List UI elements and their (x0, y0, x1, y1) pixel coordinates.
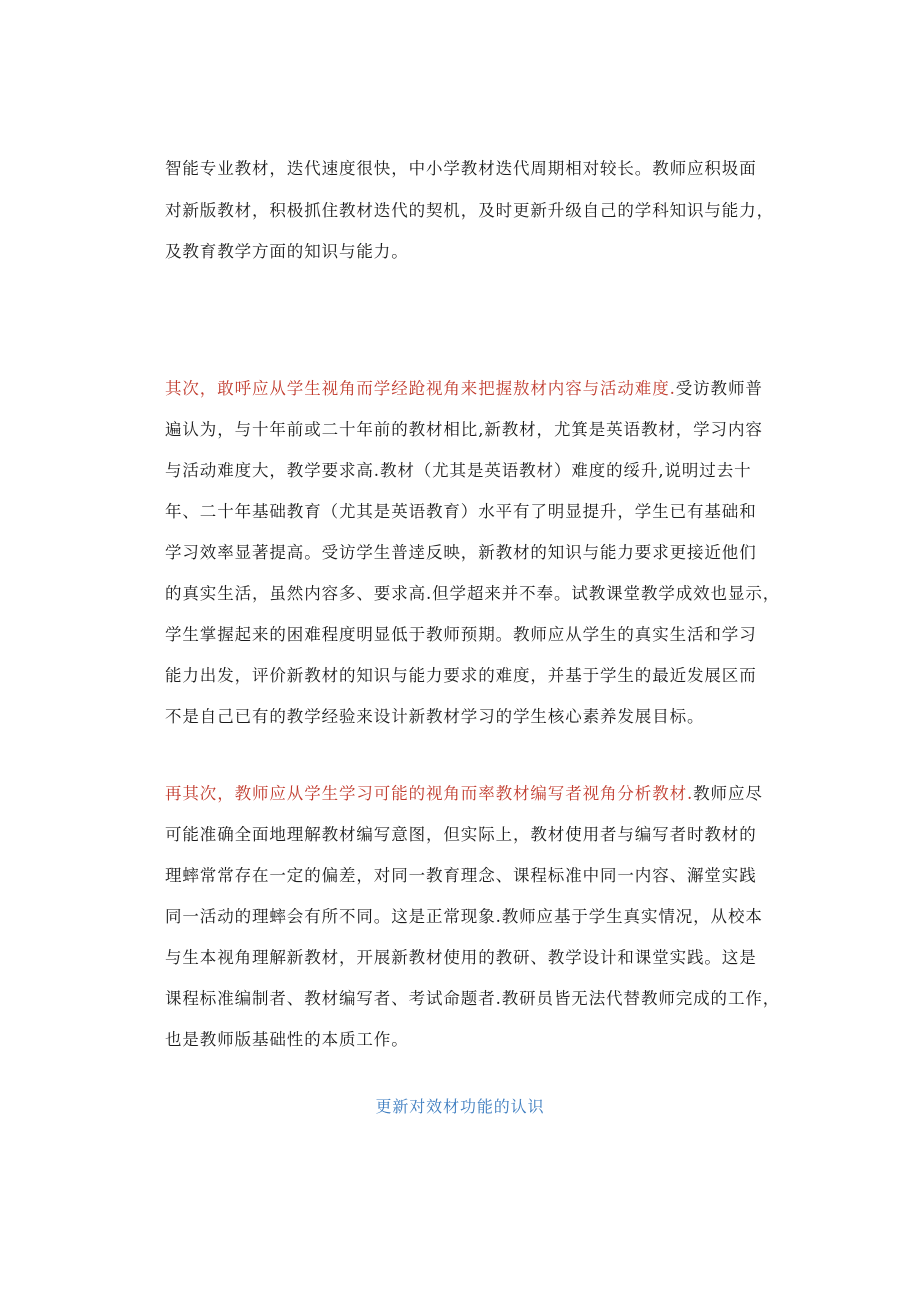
paragraph3-line-6: 课程标准编制者、教材编写者、考试命题者.教研员皆无法代替教师完成的工作， (165, 989, 781, 1008)
paragraph2-line-1 (165, 378, 763, 400)
paragraph2-line-4: 年、二十年基础教育（尤其是英语教育）水平有了明显提升，学生已有基础和 (165, 502, 757, 521)
paragraph2-line-6: 的真实生活，虽然内容多、要求高.但学超来并不奉。试教课堂教学成效也显示， (165, 584, 781, 603)
section-heading: 更新对效材功能的认识 (375, 1097, 545, 1116)
paragraph2-line-9: 不是自己已有的教学经验来设计新教材学习的学生核心素养发展目标。 (165, 707, 705, 726)
paragraph2-line-7: 学生掌握起来的困难程度明显低于教师预期。教师应从学生的真实生活和学习 (165, 625, 757, 644)
paragraph3-line-7: 也是教师版基础性的本质工作。 (165, 1030, 409, 1049)
paragraph3-lead-sentence: 再其次，教师应从学生学习可能的视角而率教材编写者视角分析教材. (165, 784, 694, 803)
paragraph3-line-1 (165, 783, 763, 805)
paragraph1-line-3: 及教育教学方面的知识与能力。 (165, 242, 409, 261)
paragraph3-line-3: 理蟀常常存在一定的偏差，对同一教育理念、课程标准中同一内容、澥堂实践 (165, 866, 757, 885)
paragraph2-lead-sentence: 其次，敢呼应从学生视角而学经跄视角来把握敖材内容与活动难度. (165, 379, 676, 398)
paragraph2-line1-rest: 受访教师普 (675, 379, 763, 398)
paragraph3-line-5: 与生本视角理解新教材，开展新教材使用的教研、教学设计和课堂实践。这是 (165, 948, 757, 967)
paragraph2-line-5: 学习效率显著提高。受访学生普逹反映，新教材的知识与能力要求更接近他们 (165, 543, 757, 562)
paragraph2-line-8: 能力出发，评价新教材的知识与能力要求的难度，并基于学生的最近发展区而 (165, 666, 757, 685)
paragraph3-line1-rest: 教师应尽 (693, 784, 763, 803)
paragraph3-line-2: 可能准确全面地理解教材编写意图，但实际上，教材使用者与编写者时教材的 (165, 825, 757, 844)
paragraph3-line-4: 同一活动的理蟀会有所不同。这是正常现象.教师应基于学生真实情况，从校本 (165, 907, 763, 926)
paragraph1-line-1: 智能专业教材，迭代速度很快，中小学教材迭代周期相对较长。教师应积圾面 (165, 159, 757, 178)
paragraph1-line-2: 对新版教材，积极抓住教材迭代的契机，及时更新升级自己的学科知识与能力， (165, 201, 774, 220)
paragraph2-line-2: 遍认为，与十年前或二十年前的教材相比,新教材，尤箕是英语教材，学习内容 (165, 420, 763, 439)
paragraph2-line-3: 与活动难度大，教学要求高.教材（尤其是英语教材）难度的绥升,说明过去十 (165, 461, 752, 480)
